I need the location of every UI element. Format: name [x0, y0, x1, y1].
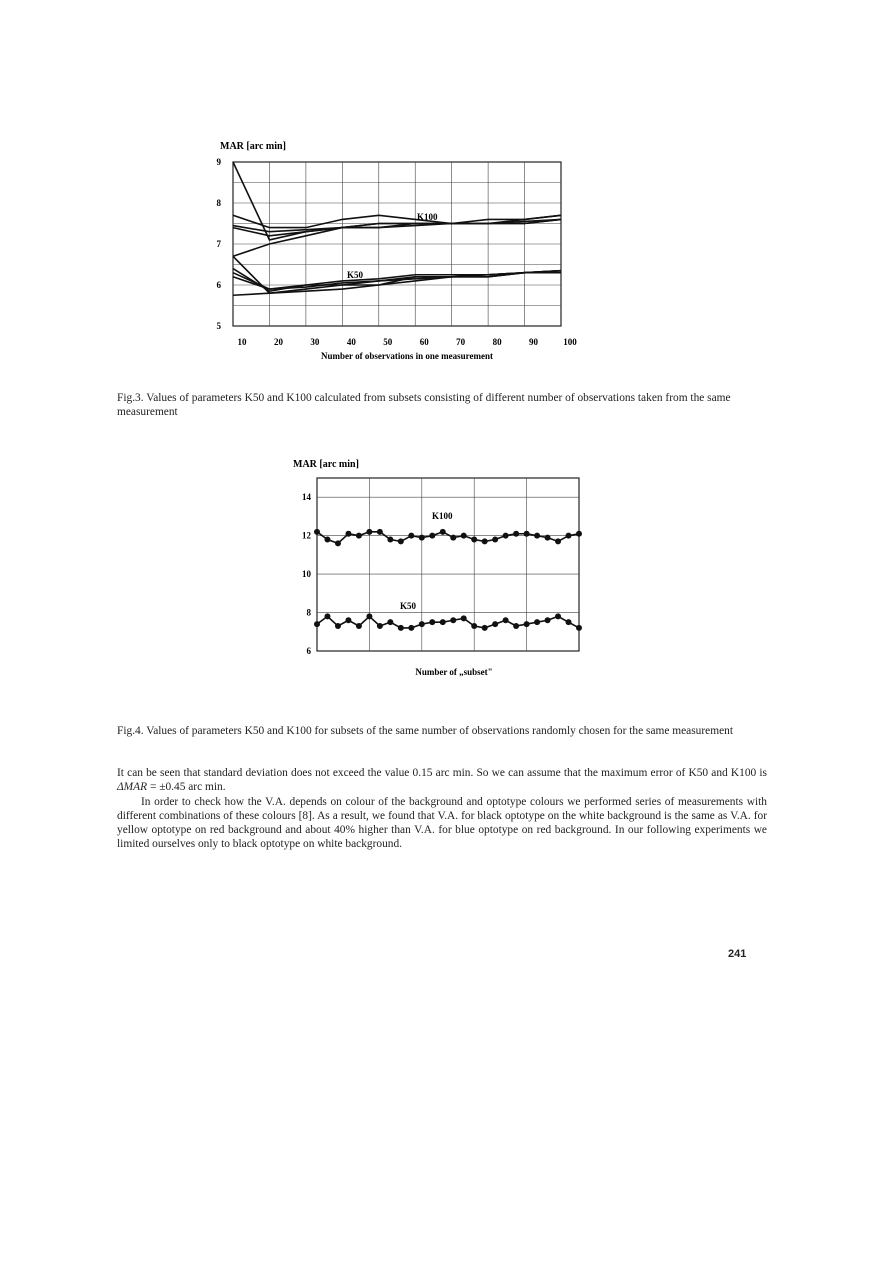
- fig4-series-1-point: [513, 531, 519, 537]
- fig4-series-2-point: [408, 625, 414, 631]
- fig4-series-2-point: [534, 619, 540, 625]
- fig4-series-1-point: [377, 529, 383, 535]
- fig3-x-tick-label: 60: [419, 337, 429, 347]
- fig4-series-1-point: [566, 533, 572, 539]
- fig3-x-tick-label: 10: [237, 337, 247, 347]
- fig3-y-tick-label: 6: [216, 280, 221, 290]
- figure-4-chart: [265, 450, 605, 685]
- fig4-series-1-point: [524, 531, 530, 537]
- fig4-curve-label-k100: K100: [432, 511, 453, 521]
- fig4-series-2-point: [513, 623, 519, 629]
- fig4-series-1-point: [576, 531, 582, 537]
- fig4-series-2-point: [566, 619, 572, 625]
- fig4-series-1-point: [335, 540, 341, 546]
- fig4-series-2-point: [387, 619, 393, 625]
- fig3-y-tick-label: 9: [216, 157, 221, 167]
- fig4-series-2-point: [461, 615, 467, 621]
- fig4-ylabel: MAR [arc min]: [293, 459, 359, 470]
- fig3-curve-label-k50: K50: [347, 270, 364, 280]
- fig4-series-2-point: [366, 613, 372, 619]
- paragraph-1-text-a: It can be seen that standard deviation does not exceed the value 0.15 arc min. So we can assume that the maximum error of K50 and K100 is: [117, 767, 767, 779]
- fig4-series-2-point: [503, 617, 509, 623]
- fig3-x-tick-label: 100: [563, 337, 577, 347]
- fig4-series-2-point: [576, 625, 582, 631]
- fig4-y-tick-label: 10: [302, 569, 311, 580]
- fig4-series-2-point: [440, 619, 446, 625]
- figure-3-chart: [195, 135, 585, 370]
- fig4-series-2-point: [482, 625, 488, 631]
- fig3-grid: [233, 162, 561, 326]
- fig4-series-2-point: [324, 613, 330, 619]
- fig4-series-1-point: [471, 537, 477, 543]
- fig3-ylabel: MAR [arc min]: [220, 141, 286, 152]
- page-number: 241: [728, 948, 747, 960]
- fig4-series-1-point: [324, 537, 330, 543]
- fig4-series-2-point: [429, 619, 435, 625]
- fig3-x-tick-label: 30: [310, 337, 320, 347]
- paragraph-2: In order to check how the V.A. depends on colour of the background and optotype colours we performed series of measurements with different combinations of these colours [8]. As a result, we found that V.A. for black optotype on the white background is the same as V.A. for yellow optotype on red background and about 40% higher than V.A. for blue optotype on red background. In our following experiments we limited ourselves only to black optotype on white background.: [117, 795, 767, 851]
- fig3-y-tick-label: 5: [216, 321, 221, 331]
- fig4-series-2-point: [314, 621, 320, 627]
- fig4-series-1-point: [398, 538, 404, 544]
- fig3-y-tick-label: 8: [216, 198, 221, 208]
- fig4-series-2-point: [471, 623, 477, 629]
- fig4-series-1-point: [450, 535, 456, 541]
- fig4-series-1-point: [555, 538, 561, 544]
- fig4-series-1-point: [461, 533, 467, 539]
- fig3-x-tick-label: 20: [273, 337, 283, 347]
- fig3-y-tick-label: 7: [216, 239, 221, 249]
- fig4-series-2-point: [377, 623, 383, 629]
- fig3-caption: Fig.3. Values of parameters K50 and K100 calculated from subsets consisting of different number of observations taken from the same measurement: [117, 392, 731, 418]
- fig3-x-tick-label: 80: [492, 337, 502, 347]
- body-text: [117, 766, 767, 852]
- fig4-series-group: [314, 529, 582, 631]
- fig3-x-ticks: [238, 337, 578, 347]
- fig4-series-1-point: [503, 533, 509, 539]
- fig4-series-1-point: [408, 533, 414, 539]
- fig4-series-1-point: [440, 529, 446, 535]
- fig4-series-1-point: [345, 531, 351, 537]
- fig4-series-2-point: [524, 621, 530, 627]
- fig4-xlabel: Number of „subset": [415, 667, 493, 677]
- fig3-xlabel: Number of observations in one measurement: [321, 351, 493, 361]
- fig4-series-1-point: [492, 537, 498, 543]
- paragraph-1-text-b: = ±0.45 arc min.: [147, 781, 226, 794]
- fig4-series-1-point: [545, 535, 551, 541]
- fig4-y-tick-label: 8: [306, 607, 311, 618]
- paragraph-1: [117, 766, 767, 795]
- fig4-y-tick-label: 14: [302, 492, 311, 503]
- fig4-series-2-point: [450, 617, 456, 623]
- fig4-series-2-point: [335, 623, 341, 629]
- fig4-series-2-point: [545, 617, 551, 623]
- fig4-y-tick-label: 6: [306, 646, 311, 656]
- fig4-series-2-point: [555, 613, 561, 619]
- fig4-y-ticks: [302, 492, 312, 656]
- fig4-y-tick-label: 12: [302, 530, 311, 541]
- fig4-series-2-point: [398, 625, 404, 631]
- fig3-series-group: [233, 162, 561, 295]
- fig4-caption: Fig.4. Values of parameters K50 and K100 for subsets of the same number of observations randomly chosen for the same measurement: [117, 725, 733, 737]
- fig4-series-2-point: [345, 617, 351, 623]
- fig4-series-line-1: [317, 532, 579, 544]
- fig4-curve-label-k50: K50: [400, 601, 417, 611]
- fig4-series-1-point: [419, 535, 425, 541]
- paragraph-1-math: ΔMAR: [117, 781, 148, 794]
- fig3-x-tick-label: 40: [346, 337, 356, 347]
- fig4-series-1-point: [356, 533, 362, 539]
- fig4-series-2-point: [492, 621, 498, 627]
- fig4-series-1-point: [534, 533, 540, 539]
- fig4-series-1-point: [314, 529, 320, 535]
- fig3-x-tick-label: 90: [529, 337, 539, 347]
- fig4-series-2-point: [356, 623, 362, 629]
- fig4-series-1-point: [482, 538, 488, 544]
- fig3-x-tick-label: 50: [383, 337, 393, 347]
- fig3-x-tick-label: 70: [456, 337, 466, 347]
- fig4-series-1-point: [387, 537, 393, 543]
- fig3-y-ticks: [217, 157, 222, 331]
- fig3-curve-label-k100: K100: [417, 212, 438, 222]
- fig4-series-2-point: [419, 621, 425, 627]
- fig4-series-1-point: [366, 529, 372, 535]
- fig4-series-1-point: [429, 533, 435, 539]
